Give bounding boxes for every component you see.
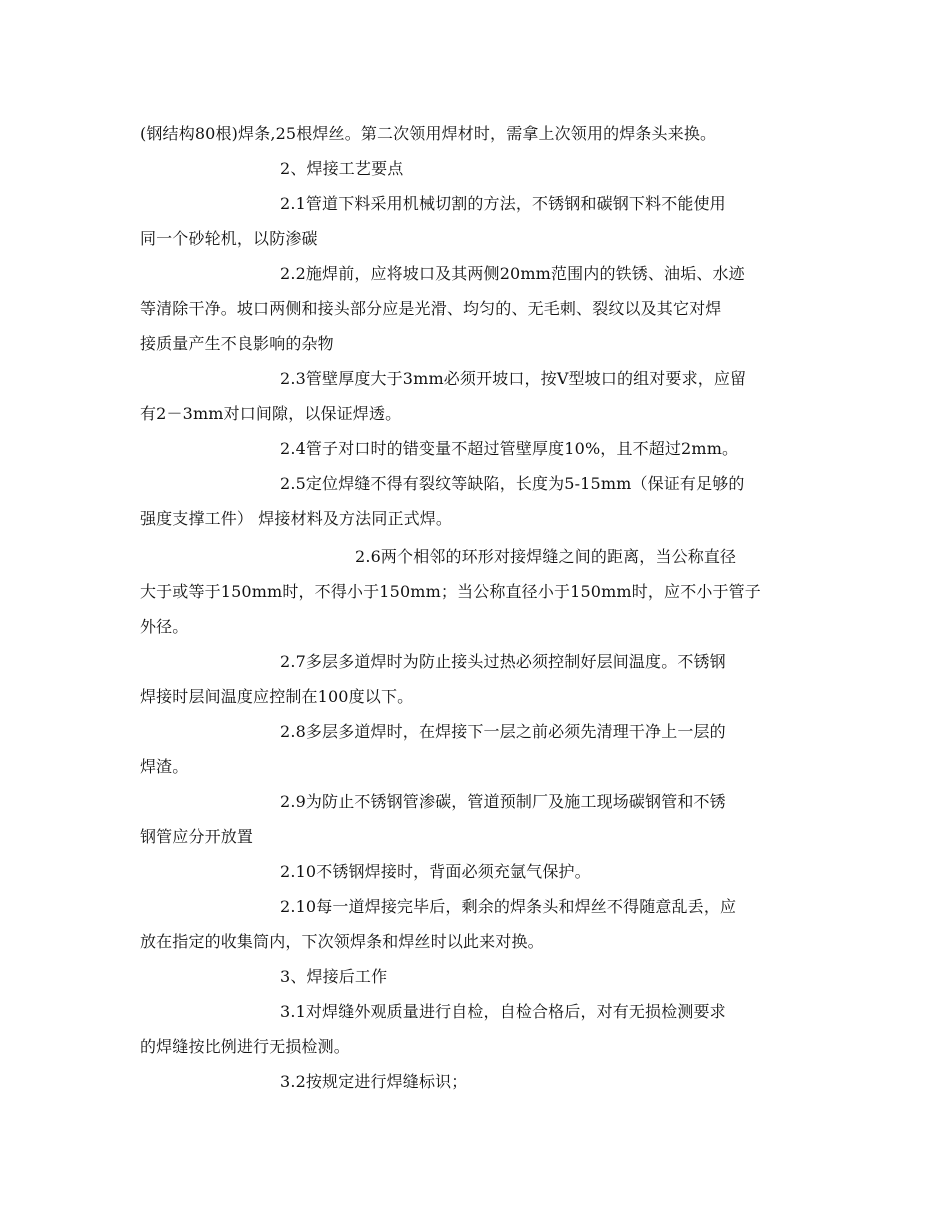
text-line: 2.10不锈钢焊接时，背面必须充氩气保护。 xyxy=(280,862,591,881)
text-line: 钢管应分开放置 xyxy=(140,827,254,846)
text-line: (钢结构80根)焊条,25根焊丝。第二次领用焊材时，需拿上次领用的焊条头来换。 xyxy=(140,124,717,143)
text-line: 3.2按规定进行焊缝标识； xyxy=(280,1072,468,1091)
text-line: 强度支撑工件） 焊接材料及方法同正式焊。 xyxy=(140,509,453,528)
text-line: 2.5定位焊缝不得有裂纹等缺陷，长度为5-15mm（保证有足够的 xyxy=(280,474,745,493)
text-line: 2.2施焊前，应将坡口及其两侧20mm范围内的铁锈、油垢、水迹 xyxy=(280,264,745,283)
text-line: 外径。 xyxy=(140,617,189,636)
text-line: 的焊缝按比例进行无损检测。 xyxy=(140,1037,350,1056)
text-line: 大于或等于150mm时，不得小于150mm；当公称直径小于150mm时，应不小于管子 xyxy=(140,582,761,601)
text-line: 2.9为防止不锈钢管渗碳，管道预制厂及施工现场碳钢管和不锈 xyxy=(280,792,726,811)
text-line: 2.1管道下料采用机械切割的方法，不锈钢和碳钢下料不能使用 xyxy=(280,194,726,213)
text-line: 2.10每一道焊接完毕后，剩余的焊条头和焊丝不得随意乱丢，应 xyxy=(280,897,737,916)
text-line: 2.8多层多道焊时，在焊接下一层之前必须先清理干净上一层的 xyxy=(280,722,726,741)
text-line: 2.3管壁厚度大于3mm必须开坡口，按V型坡口的组对要求，应留 xyxy=(280,369,747,388)
text-line: 2.6两个相邻的环形对接焊缝之间的距离，当公称直径 xyxy=(355,547,737,566)
section-heading: 3、焊接后工作 xyxy=(280,967,388,986)
text-line: 2.4管子对口时的错变量不超过管壁厚度10%，且不超过2mm。 xyxy=(280,439,739,458)
text-line: 等清除干净。坡口两侧和接头部分应是光滑、均匀的、无毛刺、裂纹以及其它对焊 xyxy=(140,299,722,318)
section-heading: 2、焊接工艺要点 xyxy=(280,159,404,178)
text-line: 焊渣。 xyxy=(140,757,189,776)
text-line: 放在指定的收集筒内，下次领焊条和焊丝时以此来对换。 xyxy=(140,932,544,951)
text-line: 焊接时层间温度应控制在100度以下。 xyxy=(140,687,414,706)
text-line: 同一个砂轮机，以防渗碳 xyxy=(140,229,318,248)
text-line: 接质量产生不良影响的杂物 xyxy=(140,334,334,353)
text-line: 3.1对焊缝外观质量进行自检，自检合格后，对有无损检测要求 xyxy=(280,1002,726,1021)
text-line: 有2－3mm对口间隙，以保证焊透。 xyxy=(140,404,402,423)
text-line: 2.7多层多道焊时为防止接头过热必须控制好层间温度。不锈钢 xyxy=(280,652,726,671)
